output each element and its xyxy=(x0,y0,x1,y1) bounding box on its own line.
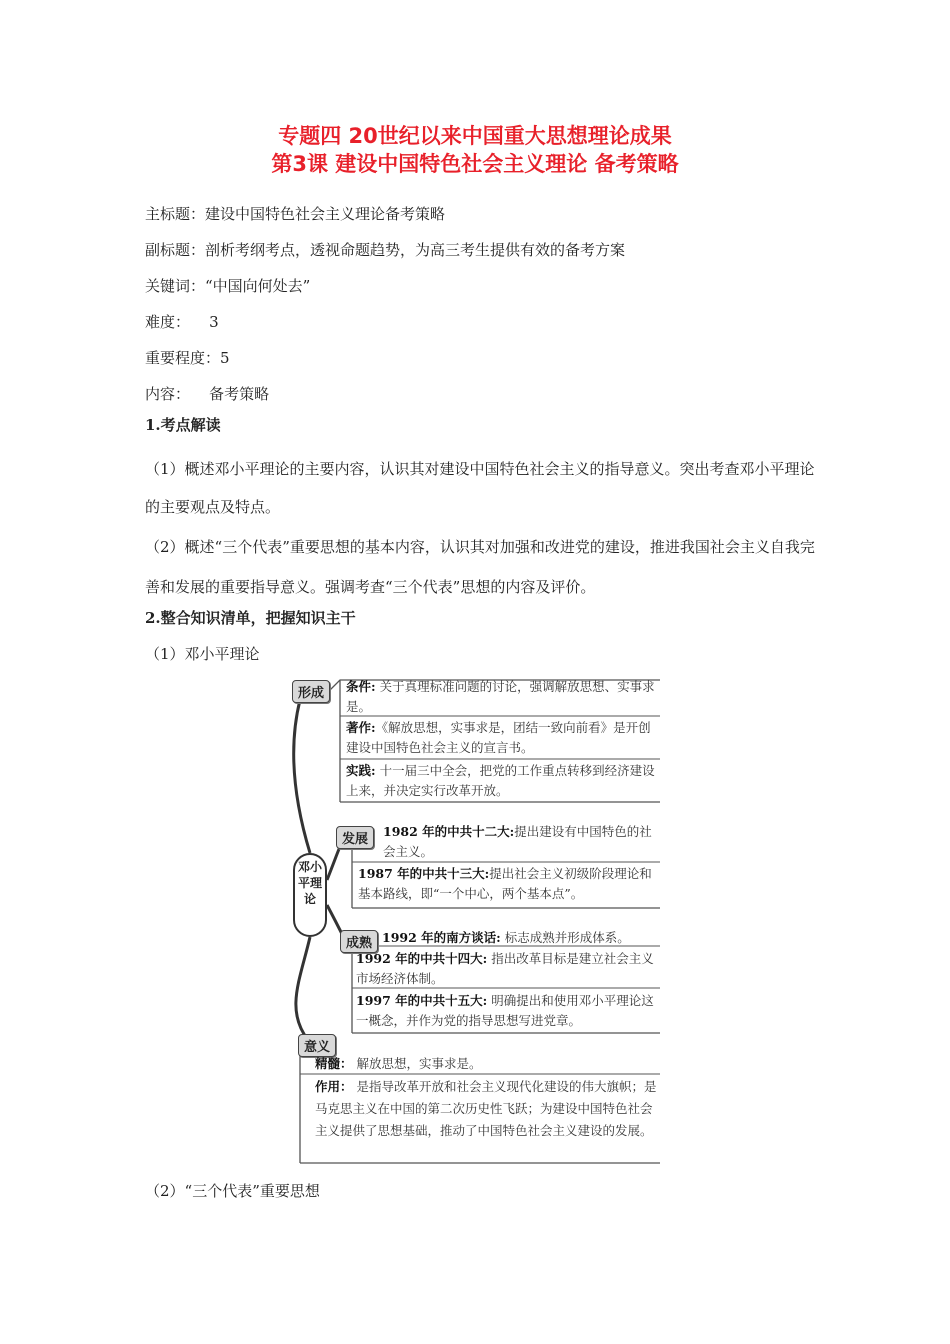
significance-item-essence: 精髓： 解放思想，实事求是。 xyxy=(315,1056,482,1071)
page-title-line1: 专题四 20世纪以来中国重大思想理论成果 xyxy=(278,124,672,148)
importance-line: 重要程度：5 xyxy=(145,349,230,367)
main-title-line: 主标题：建设中国特色社会主义理论备考策略 xyxy=(145,205,446,223)
branch-tag-maturity: 成熟 xyxy=(340,930,378,953)
formation-item-works: 著作:《解放思想，实事求是，团结一致向前看》是开创建设中国特色社会主义的宣言书。 xyxy=(346,720,651,755)
branch-tag-formation: 形成 xyxy=(292,680,330,703)
branch-tag-development: 发展 xyxy=(336,826,374,849)
mind-map-center-node: 邓小平理论 xyxy=(293,853,327,937)
content-line: 内容： 备考策略 xyxy=(145,385,270,403)
section1-paragraph2: （2）概述“三个代表”重要思想的基本内容，认识其对加强和改进党的建设，推进我国社会主义自我完善和发展的重要指导意义。强调考查“三个代表”思想的内容及评价。 xyxy=(145,538,815,596)
maturity-item-1992-congress: 1992 年的中共十四大: 指出改革目标是建立社会主义市场经济体制。 xyxy=(356,951,654,986)
section1-paragraph1: （1）概述邓小平理论的主要内容，认识其对建设中国特色社会主义的指导意义。突出考查邓小平理论的主要观点及特点。 xyxy=(145,460,815,516)
maturity-item-1992-talks: 1992 年的南方谈话: 标志成熟并形成体系。 xyxy=(382,930,630,945)
formation-item-practice: 实践: 十一届三中全会，把党的工作重点转移到经济建设上来，并决定实行改革开放。 xyxy=(346,763,655,798)
section2-heading: 2.整合知识清单，把握知识主干 xyxy=(145,609,356,627)
subsection2-title: （2）“三个代表”重要思想 xyxy=(145,1182,320,1200)
subsection1-title: （1）邓小平理论 xyxy=(145,645,260,663)
maturity-item-1997-congress: 1997 年的中共十五大: 明确提出和使用邓小平理论这一概念，并作为党的指导思想写进党章。 xyxy=(356,993,654,1028)
keywords-line: 关键词：“中国向何处去” xyxy=(145,277,311,295)
section1-heading: 1.考点解读 xyxy=(145,416,221,434)
difficulty-line: 难度： 3 xyxy=(145,313,219,331)
significance-item-role: 作用： 是指导改革开放和社会主义现代化建设的伟大旗帜；是马克思主义在中国的第二次历史性飞跃；为建设中国特色社会主义提供了思想基础，推动了中国特色社会主义建设的发展。 xyxy=(315,1079,657,1138)
branch-tag-significance: 意义 xyxy=(298,1034,336,1057)
development-item-1987: 1987 年的中共十三大:提出社会主义初级阶段理论和基本路线，即“一个中心，两个基本点”。 xyxy=(358,866,652,901)
development-item-1982: 1982 年的中共十二大:提出建设有中国特色的社会主义。 xyxy=(383,824,652,859)
formation-item-conditions: 条件: 关于真理标准问题的讨论，强调解放思想、实事求是。 xyxy=(346,679,655,714)
sub-title-line: 副标题：剖析考纲考点，透视命题趋势，为高三考生提供有效的备考方案 xyxy=(145,241,626,259)
page-title-line2: 第3课 建设中国特色社会主义理论 备考策略 xyxy=(271,152,679,176)
